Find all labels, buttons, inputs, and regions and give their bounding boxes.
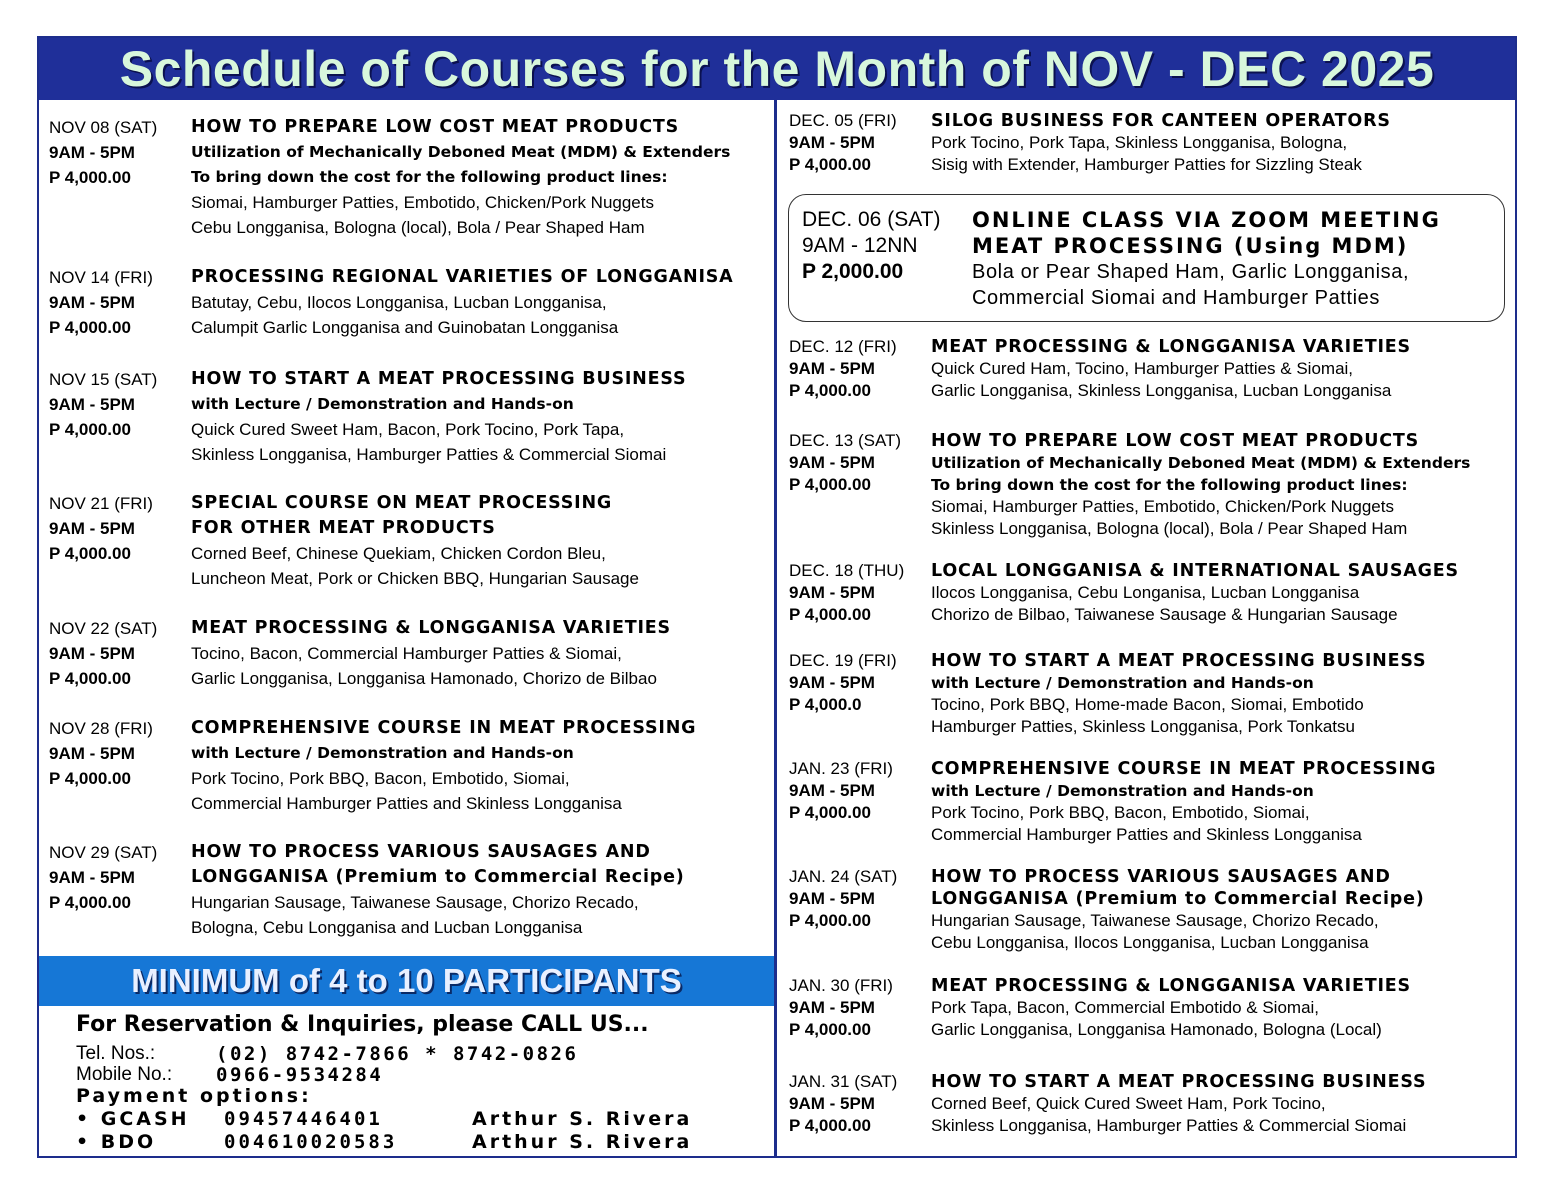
course-time: 9AM - 5PM: [49, 644, 135, 663]
course-time: 9AM - 5PM: [49, 293, 135, 312]
course-products: Luncheon Meat, Pork or Chicken BBQ, Hungarian Sausage: [191, 569, 639, 588]
course-meta: [789, 110, 929, 176]
course-products: Siomai, Hamburger Patties, Embotido, Chicken/Pork Nuggets: [931, 497, 1394, 516]
page-title: Schedule of Courses for the Month of NOV - DEC 2025: [119, 41, 1435, 97]
course-meta: [789, 758, 929, 824]
course-products: Commercial Siomai and Hamburger Patties: [972, 287, 1380, 309]
course-products: Chorizo de Bilbao, Taiwanese Sausage & Hungarian Sausage: [931, 605, 1398, 624]
mobile-value: 0966-9534284: [216, 1064, 384, 1086]
course-price: P 4,000.00: [49, 669, 131, 688]
course-body: [191, 840, 685, 940]
course-time: 9AM - 12NN: [802, 234, 918, 257]
course-products: Bologna, Cebu Longganisa and Lucban Longganisa: [191, 918, 583, 937]
payment-label: Payment options:: [76, 1085, 312, 1107]
course-products: Calumpit Garlic Longganisa and Guinobatan Longganisa: [191, 318, 619, 337]
course-products: Hungarian Sausage, Taiwanese Sausage, Chorizo Recado,: [931, 911, 1379, 930]
course-products: Pork Tapa, Bacon, Commercial Embotido & Siomai,: [931, 998, 1320, 1017]
course-subtitle: with Lecture / Demonstration and Hands-on: [931, 782, 1314, 800]
course-title: ONLINE CLASS VIA ZOOM MEETING: [972, 208, 1441, 232]
course-products: Hungarian Sausage, Taiwanese Sausage, Chorizo Recado,: [191, 893, 639, 912]
course-time: 9AM - 5PM: [789, 673, 875, 692]
course-date: JAN. 23 (FRI): [789, 759, 893, 778]
mobile-label: Mobile No.:: [76, 1064, 173, 1085]
course-date: JAN. 30 (FRI): [789, 976, 893, 995]
course-products: Cebu Longganisa, Ilocos Longganisa, Lucban Longganisa: [931, 933, 1369, 952]
course-products: Hamburger Patties, Skinless Longganisa, Pork Tonkatsu: [931, 717, 1355, 736]
column-divider: [774, 100, 777, 1156]
course-date: NOV 28 (FRI): [49, 719, 153, 738]
course-price: P 2,000.00: [802, 260, 904, 283]
course-meta: [49, 115, 189, 190]
course-products: Corned Beef, Chinese Quekiam, Chicken Cordon Bleu,: [191, 544, 606, 563]
course-time: 9AM - 5PM: [789, 1094, 875, 1113]
course-body: [931, 430, 1470, 540]
course-price: P 4,000.00: [49, 318, 131, 337]
course-products: Commercial Hamburger Patties and Skinless Longganisa: [191, 794, 622, 813]
course-title: COMPREHENSIVE COURSE IN MEAT PROCESSING: [931, 759, 1437, 779]
course-title: MEAT PROCESSING (Using MDM): [972, 234, 1409, 258]
course-date: DEC. 19 (FRI): [789, 651, 897, 670]
course-time: 9AM - 5PM: [789, 889, 875, 908]
course-subtitle: with Lecture / Demonstration and Hands-on: [191, 395, 574, 413]
course-meta: [789, 336, 929, 402]
course-time: 9AM - 5PM: [49, 868, 135, 887]
course-title: LOCAL LONGGANISA & INTERNATIONAL SAUSAGES: [931, 561, 1459, 581]
course-products: Bola or Pear Shaped Ham, Garlic Longganisa,: [972, 261, 1410, 283]
course-subtitle: Utilization of Mechanically Deboned Meat (MDM) & Extenders: [931, 454, 1471, 472]
course-body: [191, 265, 734, 340]
course-title: LONGGANISA (Premium to Commercial Recipe): [931, 889, 1425, 909]
course-price: P 4,000.00: [49, 420, 131, 439]
tel-value: (02) 8742-7866 * 8742-0826: [216, 1043, 579, 1065]
course-title: FOR OTHER MEAT PRODUCTS: [191, 518, 496, 538]
course-body: [931, 336, 1411, 402]
course-time: 9AM - 5PM: [789, 133, 875, 152]
course-products: Garlic Longganisa, Skinless Longganisa, Lucban Longganisa: [931, 381, 1392, 400]
course-products: Batutay, Cebu, Ilocos Longganisa, Lucban Longganisa,: [191, 293, 607, 312]
course-price: P 4,000.00: [49, 893, 131, 912]
course-title: HOW TO PROCESS VARIOUS SAUSAGES AND: [931, 867, 1391, 887]
course-body: [931, 866, 1425, 954]
course-time: 9AM - 5PM: [49, 744, 135, 763]
course-title: HOW TO PROCESS VARIOUS SAUSAGES AND: [191, 842, 651, 862]
minimum-banner: [39, 956, 774, 1006]
course-title: SILOG BUSINESS FOR CANTEEN OPERATORS: [931, 111, 1391, 131]
course-body: [191, 716, 696, 816]
course-time: 9AM - 5PM: [789, 781, 875, 800]
course-body: [931, 110, 1391, 176]
course-products: Corned Beef, Quick Cured Sweet Ham, Pork Tocino,: [931, 1094, 1326, 1113]
course-meta: [49, 265, 189, 340]
course-title: SPECIAL COURSE ON MEAT PROCESSING: [191, 493, 613, 513]
course-title: LONGGANISA (Premium to Commercial Recipe): [191, 867, 685, 887]
course-meta: [789, 430, 929, 496]
payment-name: Arthur S. Rivera: [472, 1108, 693, 1130]
course-date: DEC. 05 (FRI): [789, 111, 897, 130]
course-products: Siomai, Hamburger Patties, Embotido, Chicken/Pork Nuggets: [191, 193, 654, 212]
course-time: 9AM - 5PM: [789, 998, 875, 1017]
course-body: [931, 1071, 1426, 1137]
course-subtitle: with Lecture / Demonstration and Hands-on: [931, 674, 1314, 692]
course-body: [191, 367, 686, 467]
course-date: NOV 08 (SAT): [49, 118, 158, 137]
course-meta: [802, 207, 972, 285]
minimum-participants: MINIMUM of 4 to 10 PARTICIPANTS: [131, 962, 682, 999]
course-body: [191, 115, 730, 240]
course-products: Skinless Longganisa, Bologna (local), Bola / Pear Shaped Ham: [931, 519, 1408, 538]
course-meta: [49, 716, 189, 791]
course-title: MEAT PROCESSING & LONGGANISA VARIETIES: [191, 618, 671, 638]
course-meta: [789, 866, 929, 932]
course-meta: [49, 840, 189, 915]
course-meta: [49, 491, 189, 566]
course-price: P 4,000.00: [789, 475, 871, 494]
course-products: Tocino, Bacon, Commercial Hamburger Patties & Siomai,: [191, 644, 622, 663]
course-price: P 4,000.00: [49, 769, 131, 788]
payment-account: 09457446401: [224, 1108, 383, 1130]
course-date: NOV 15 (SAT): [49, 370, 158, 389]
course-date: JAN. 31 (SAT): [789, 1072, 898, 1091]
course-subtitle: To bring down the cost for the following product lines:: [931, 476, 1408, 494]
course-products: Skinless Longganisa, Hamburger Patties & Commercial Siomai: [931, 1116, 1407, 1135]
course-price: P 4,000.00: [789, 1116, 871, 1135]
course-title: MEAT PROCESSING & LONGGANISA VARIETIES: [931, 337, 1411, 357]
payment-account: 004610020583: [224, 1131, 398, 1153]
course-products: Pork Tocino, Pork BBQ, Bacon, Embotido, Siomai,: [191, 769, 570, 788]
course-meta: [789, 1071, 929, 1137]
course-title: COMPREHENSIVE COURSE IN MEAT PROCESSING: [191, 718, 697, 738]
course-products: Skinless Longganisa, Hamburger Patties & Commercial Siomai: [191, 445, 667, 464]
course-subtitle: with Lecture / Demonstration and Hands-on: [191, 744, 574, 762]
course-products: Ilocos Longganisa, Cebu Longanisa, Lucban Longganisa: [931, 583, 1360, 602]
course-time: 9AM - 5PM: [49, 395, 135, 414]
course-body: [191, 616, 671, 691]
course-date: NOV 29 (SAT): [49, 843, 158, 862]
course-products: Garlic Longganisa, Longganisa Hamonado, Chorizo de Bilbao: [191, 669, 657, 688]
course-products: Commercial Hamburger Patties and Skinless Longganisa: [931, 825, 1362, 844]
course-date: NOV 21 (FRI): [49, 494, 153, 513]
course-date: NOV 22 (SAT): [49, 619, 158, 638]
course-date: DEC. 12 (FRI): [789, 337, 897, 356]
course-products: Tocino, Pork BBQ, Home-made Bacon, Siomai, Embotido: [931, 695, 1364, 714]
course-time: 9AM - 5PM: [789, 359, 875, 378]
title-banner: [39, 38, 1515, 100]
course-meta: [789, 975, 929, 1041]
course-subtitle: To bring down the cost for the following product lines:: [191, 168, 668, 186]
contact-section: [76, 1012, 693, 1153]
course-body: [191, 491, 639, 591]
course-body: [931, 560, 1459, 626]
course-meta: [789, 650, 929, 716]
course-body: [931, 758, 1436, 846]
course-title: PROCESSING REGIONAL VARIETIES OF LONGGANISA: [191, 267, 734, 287]
course-price: P 4,000.00: [49, 544, 131, 563]
course-products: Pork Tocino, Pork BBQ, Bacon, Embotido, Siomai,: [931, 803, 1310, 822]
course-price: P 4,000.00: [789, 803, 871, 822]
course-meta: [789, 560, 929, 626]
payment-bullet: • BDO: [76, 1131, 157, 1153]
course-time: 9AM - 5PM: [49, 143, 135, 162]
payment-name: Arthur S. Rivera: [472, 1131, 693, 1153]
course-products: Garlic Longganisa, Longganisa Hamonado, Bologna (Local): [931, 1020, 1382, 1039]
course-subtitle: Utilization of Mechanically Deboned Meat (MDM) & Extenders: [191, 143, 731, 161]
course-date: DEC. 18 (THU): [789, 561, 905, 580]
course-time: 9AM - 5PM: [49, 519, 135, 538]
course-date: NOV 14 (FRI): [49, 268, 153, 287]
course-products: Quick Cured Ham, Tocino, Hamburger Patties & Siomai,: [931, 359, 1354, 378]
course-price: P 4,000.00: [49, 168, 131, 187]
course-title: HOW TO PREPARE LOW COST MEAT PRODUCTS: [931, 431, 1420, 451]
course-price: P 4,000.00: [789, 381, 871, 400]
course-price: P 4,000.00: [789, 605, 871, 624]
course-title: MEAT PROCESSING & LONGGANISA VARIETIES: [931, 976, 1411, 996]
course-products: Quick Cured Sweet Ham, Bacon, Pork Tocino, Pork Tapa,: [191, 420, 625, 439]
course-body: [972, 207, 1441, 311]
course-body: [931, 975, 1411, 1041]
course-date: JAN. 24 (SAT): [789, 867, 898, 886]
tel-label: Tel. Nos.:: [76, 1043, 156, 1064]
course-title: HOW TO START A MEAT PROCESSING BUSINESS: [931, 651, 1427, 671]
course-title: HOW TO START A MEAT PROCESSING BUSINESS: [931, 1072, 1427, 1092]
course-title: HOW TO START A MEAT PROCESSING BUSINESS: [191, 369, 687, 389]
course-price: P 4,000.00: [789, 911, 871, 930]
payment-bullet: • GCASH: [76, 1108, 190, 1130]
course-price: P 4,000.0: [789, 695, 862, 714]
course-price: P 4,000.00: [789, 155, 871, 174]
course-products: Cebu Longganisa, Bologna (local), Bola / Pear Shaped Ham: [191, 218, 645, 237]
contact-cta: For Reservation & Inquiries, please CALL US...: [76, 1012, 649, 1037]
course-date: DEC. 13 (SAT): [789, 431, 902, 450]
course-time: 9AM - 5PM: [789, 583, 875, 602]
course-title: HOW TO PREPARE LOW COST MEAT PRODUCTS: [191, 117, 680, 137]
course-body: [931, 650, 1426, 738]
course-price: P 4,000.00: [789, 1020, 871, 1039]
course-products: Sisig with Extender, Hamburger Patties for Sizzling Steak: [931, 155, 1362, 174]
course-meta: [49, 616, 189, 691]
course-products: Pork Tocino, Pork Tapa, Skinless Longganisa, Bologna,: [931, 133, 1348, 152]
course-meta: [49, 367, 189, 442]
course-time: 9AM - 5PM: [789, 453, 875, 472]
course-date: DEC. 06 (SAT): [802, 208, 941, 231]
